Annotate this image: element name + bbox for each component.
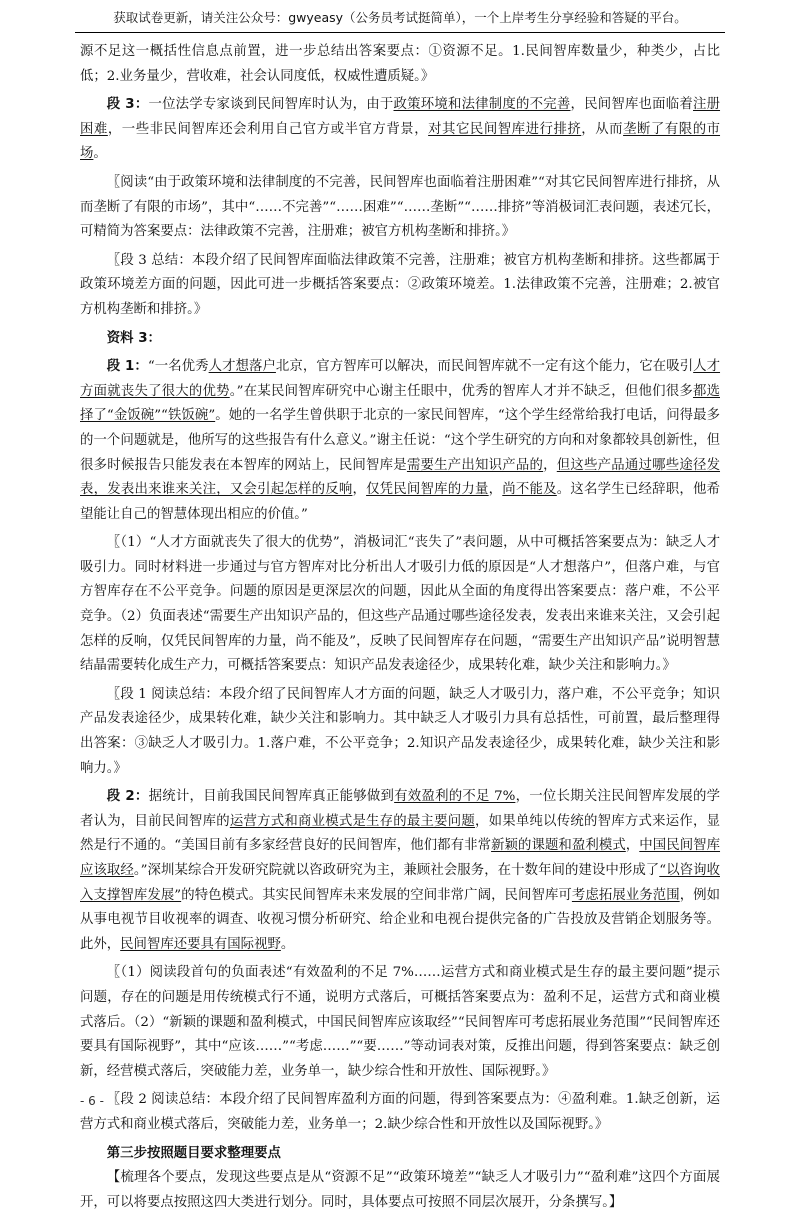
document-body: [80, 40, 720, 1215]
paragraph-section-3: 段 3：一位法学专家谈到民间智库时认为，由于政策环境和法律制度的不完善，民间智库也面临着注册困难，一些非民间智库还会利用自己官方或半官方背景，对其它民间智库进行排挤，从而垄断了有限的市场。: [80, 97, 721, 162]
material-3-heading: 资料 3：: [106, 330, 161, 346]
page-header: 获取试卷更新，请关注公众号：gwyeasy（公务员考试挺简单），一个上岸考生分享经验和答疑的平台。: [75, 6, 725, 33]
paragraph-section-1-summary: 〖段 1 阅读总结：本段介绍了民间智库人才方面的问题，缺乏人才吸引力，落户难，不公平竞争；知识产品发表途径少，成果转化难，缺少关注和影响力。其中缺乏人才吸引力具有总括性，可前置，最后整理得出答案：③缺乏人才吸引力。1.落户难，不公平竞争；2.知识产品发表途径少，成果转化难，缺少关注和影响力。》: [80, 686, 720, 776]
paragraph-material-3-section-2: 段 2：据统计，目前我国民间智库真正能够做到有效盈利的不足 7%，一位长期关注民间智库发展的学者认为，目前民间智库的运营方式和商业模式是生存的最主要问题，如果单纯以传统的智库方式来运作，显然是行不通的。“美国目前有多家经营良好的民间智库，他们都有非常新颖的课题和盈利模式，中国民间智库应该取经。”深圳某综合开发研究院就以咨政研究为主，兼顾社会服务，在十数年间的建设中形成了“以咨询收入支撑智库发展”的特色模式。其实民间智库未来发展的空间非常广阔，民间智库可考虑拓展业务范围，例如从事电视节目收视率的调查、收视习惯分析研究、给企业和电视台提供完备的广告投放及营销企划服务等。此外，民间智库还要具有国际视野。: [80, 789, 721, 952]
paragraph-step-3-guidance: 【梳理各个要点，发现这些要点是从“资源不足”“政策环境差”“缺乏人才吸引力”“盈利难”这四个方面展开，可以将要点按照这四大类进行划分。同时，具体要点可按照不同层次展开，分条撰写。】: [80, 1170, 720, 1210]
paragraph-section-3-summary: 〖段 3 总结：本段介绍了民间智库面临法律政策不完善，注册难；被官方机构垄断和排挤。这些都属于政策环境差方面的问题，因此可进一步概括答案要点：②政策环境差。1.法律政策不完善，注册难；2.被官方机构垄断和排挤。》: [80, 252, 720, 317]
paragraph-resource-summary: 源不足这一概括性信息点前置，进一步总结出答案要点：①资源不足。1.民间智库数量少，种类少，占比低；2.业务量少，营收难，社会认同度低，权威性遭质疑。》: [80, 44, 720, 84]
paragraph-section-2-summary: 〖段 2 阅读总结：本段介绍了民间智库盈利方面的问题，得到答案要点为：④盈利难。1.缺乏创新，运营方式和商业模式落后，突破能力差，业务单一；2.缺少综合性和开放性以及国际视野。》: [80, 1092, 720, 1132]
paragraph-section-2-analysis: 〖（1）阅读段首句的负面表述“有效盈利的不足 7%……运营方式和商业模式是生存的最主要问题”提示问题，存在的问题是用传统模式行不通，说明方式落后，可概括答案要点为：盈利不足，运营方式和商业模式落后。（2）“新颖的课题和盈利模式，中国民间智库应该取经”“民间智库可考虑拓展业务范围”“民间智库还要具有国际视野”，其中“应该……”“考虑……”“要……”等动词表对策，反推出问题，得到答案要点：缺乏创新，经营模式落后，突破能力差，业务单一，缺少综合性和开放性、国际视野。》: [80, 965, 720, 1079]
paragraph-section-3-analysis: 〖阅读“由于政策环境和法律制度的不完善，民间智库也面临着注册困难”“对其它民间智库进行排挤，从而垄断了有限的市场”，其中“……不完善”“……困难”“……垄断”“……排挤”等消极词汇表问题，表述冗长，可精简为答案要点：法律政策不完善，注册难；被官方机构垄断和排挤。》: [80, 174, 720, 240]
paragraph-section-1-analysis: 〖（1）“人才方面就丧失了很大的优势”，消极词汇“丧失了”表问题，从中可概括答案要点为：缺乏人才吸引力。同时材料进一步通过与官方智库对比分析出人才吸引力低的原因是“人才想落户”，但落户难，与官方智库存在不公平竞争。问题的原因是更深层次的问题，因此从全面的角度得出答案要点：落户难，不公平竞争。（2）负面表述“需要生产出知识产品的，但这些产品通过哪些途径发表，发表出来谁来关注，又会引起怎样的反响，仅凭民间智库的力量，尚不能及”，反映了民间智库存在问题，“需要生产出知识产品”说明智慧结晶需要转化成生产力，可概括答案要点：知识产品发表途径少，成果转化难，缺少关注和影响力。》: [80, 535, 720, 674]
paragraph-material-3-section-1: 段 1：“一名优秀人才想落户北京，官方智库可以解决，而民间智库就不一定有这个能力，它在吸引人才方面就丧失了很大的优势。”在某民间智库研究中心谢主任眼中，优秀的智库人才并不缺乏，但他们很多都选择了“金饭碗”“铁饭碗”。她的一名学生曾供职于北京的一家民间智库，“这个学生经常给我打电话，问得最多的一个问题就是，他所写的这些报告有什么意义。”谢主任说：“这个学生研究的方向和对象都较具创新性，但很多时候报告只能发表在本智库的网站上，民间智库是需要生产出知识产品的，但这些产品通过哪些途径发表，发表出来谁来关注，又会引起怎样的反响，仅凭民间智库的力量，尚不能及。这名学生已经辞职，他希望能让自己的智慧体现出相应的价值。”: [80, 359, 721, 522]
segment-label: 段 1：: [106, 359, 148, 375]
page-number: - 6 -: [80, 1094, 104, 1108]
step-3-heading: 第三步按照题目要求整理要点: [106, 1145, 281, 1161]
segment-label: 段 3：: [106, 97, 149, 113]
segment-label: 段 2：: [106, 789, 149, 805]
